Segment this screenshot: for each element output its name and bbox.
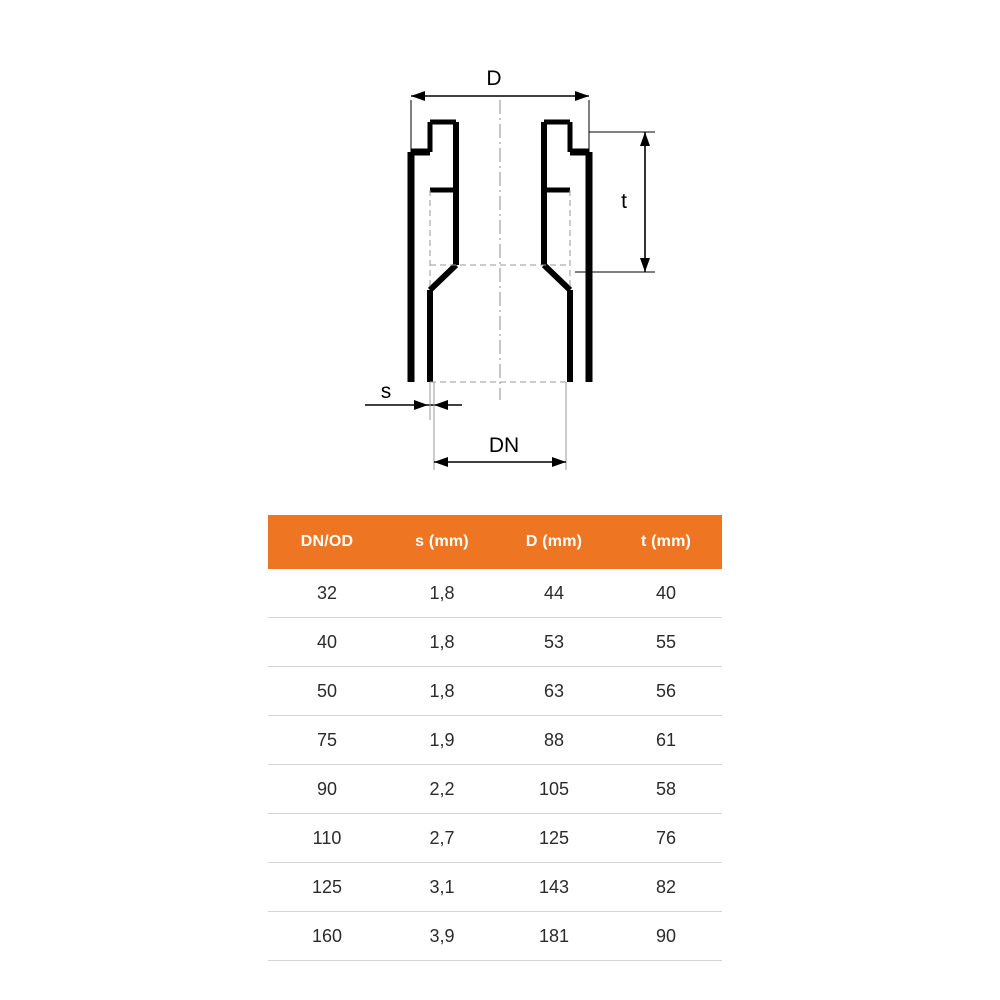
- cell-s: 1,8: [386, 618, 498, 667]
- cell-t: 58: [610, 765, 722, 814]
- cell-t: 55: [610, 618, 722, 667]
- table-row: [268, 863, 722, 912]
- cell-d: 181: [498, 912, 610, 961]
- cell-s: 1,8: [386, 667, 498, 716]
- label-DN: DN: [488, 434, 520, 457]
- cell-dn-od: 125: [268, 863, 386, 912]
- table-header-row: [268, 515, 722, 569]
- cell-dn-od: 90: [268, 765, 386, 814]
- cell-s: 3,9: [386, 912, 498, 961]
- table-row: [268, 667, 722, 716]
- table-row: [268, 912, 722, 961]
- dimension-s: [365, 380, 462, 420]
- label-D: D: [486, 67, 502, 90]
- label-t: t: [621, 190, 627, 213]
- cell-t: 76: [610, 814, 722, 863]
- label-s: s: [380, 380, 392, 403]
- cell-d: 53: [498, 618, 610, 667]
- column-header-t: t (mm): [610, 515, 722, 569]
- cell-dn-od: 110: [268, 814, 386, 863]
- table-row: [268, 618, 722, 667]
- table-row: [268, 569, 722, 618]
- cell-dn-od: 160: [268, 912, 386, 961]
- cell-s: 3,1: [386, 863, 498, 912]
- cell-s: 2,2: [386, 765, 498, 814]
- cell-s: 2,7: [386, 814, 498, 863]
- dimensions-table: [268, 515, 722, 961]
- cell-dn-od: 32: [268, 569, 386, 618]
- cell-d: 125: [498, 814, 610, 863]
- table-row: [268, 814, 722, 863]
- cell-dn-od: 40: [268, 618, 386, 667]
- column-header-d: D (mm): [498, 515, 610, 569]
- cell-d: 88: [498, 716, 610, 765]
- cell-d: 105: [498, 765, 610, 814]
- table-row: [268, 765, 722, 814]
- cell-t: 61: [610, 716, 722, 765]
- cell-s: 1,9: [386, 716, 498, 765]
- cell-t: 90: [610, 912, 722, 961]
- cell-dn-od: 75: [268, 716, 386, 765]
- column-header-dn-od: DN/OD: [268, 515, 386, 569]
- column-header-s: s (mm): [386, 515, 498, 569]
- spec-table-container: [268, 515, 722, 961]
- cell-s: 1,8: [386, 569, 498, 618]
- cell-dn-od: 50: [268, 667, 386, 716]
- cell-t: 56: [610, 667, 722, 716]
- cell-d: 44: [498, 569, 610, 618]
- cell-d: 143: [498, 863, 610, 912]
- cell-t: 82: [610, 863, 722, 912]
- cell-d: 63: [498, 667, 610, 716]
- cell-t: 40: [610, 569, 722, 618]
- table-row: [268, 716, 722, 765]
